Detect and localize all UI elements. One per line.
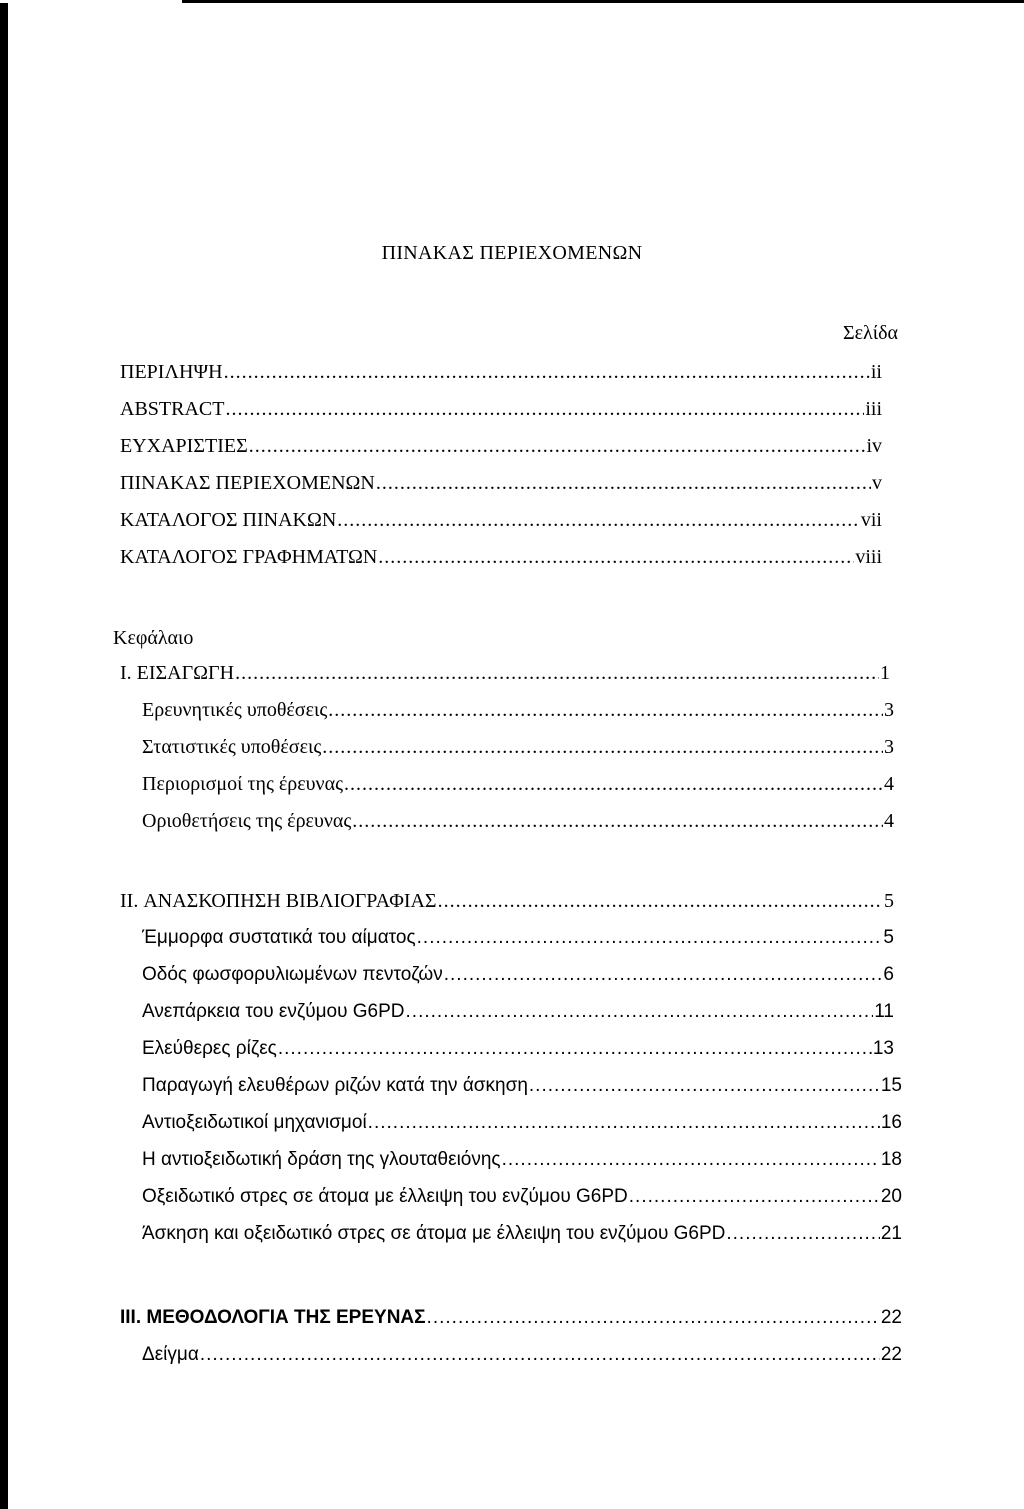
dot-leader xyxy=(406,999,874,1025)
toc-entry-page: 5 xyxy=(883,927,894,948)
toc-entry-page: 18 xyxy=(880,1149,902,1170)
toc-entry-page: 15 xyxy=(880,1075,902,1096)
dot-leader xyxy=(337,507,860,533)
dot-leader xyxy=(344,771,883,797)
toc-entry-ch2-0[interactable] xyxy=(142,925,894,951)
toc-entry-ch1-2[interactable] xyxy=(142,771,894,797)
toc-entry-page: v xyxy=(872,472,882,494)
toc-entry-label: Αντιοξειδωτικοί μηχανισμοί xyxy=(142,1112,367,1133)
toc-entry-ch1-1[interactable] xyxy=(142,734,894,760)
toc-entry-ch2-1[interactable] xyxy=(142,962,894,988)
toc-entry-label: Οξειδωτικό στρες σε άτομα με έλλειψη του ενζύμου G6PD xyxy=(142,1186,628,1207)
toc-entry-label: Ερευνητικές υποθέσεις xyxy=(142,699,328,721)
toc-entry-ch2-7[interactable] xyxy=(142,1184,902,1210)
toc-entry-page: 20 xyxy=(880,1186,902,1207)
toc-entry-ch2-8[interactable] xyxy=(142,1221,902,1247)
toc-entry-page: 5 xyxy=(884,890,894,912)
toc-entry-ch2-2[interactable] xyxy=(142,999,894,1025)
toc-entry-label: Περιορισμοί της έρευνας xyxy=(142,773,343,795)
dot-leader xyxy=(328,697,883,723)
dot-leader xyxy=(368,1110,880,1136)
toc-entry-page: 22 xyxy=(880,1307,902,1328)
toc-entry-label: II. ΑΝΑΣΚΟΠΗΣΗ ΒΙΒΛΙΟΓΡΑΦΙΑΣ xyxy=(120,890,437,912)
dot-leader xyxy=(225,396,864,422)
toc-entry-label: Παραγωγή ελευθέρων ριζών κατά την άσκηση xyxy=(142,1075,528,1096)
toc-entry-page: viii xyxy=(855,546,882,568)
toc-entry-label: ΠΙΝΑΚΑΣ ΠΕΡΙΕΧΟΜΕΝΩΝ xyxy=(120,472,375,494)
toc-chapter-3-heading[interactable] xyxy=(120,1305,902,1331)
toc-entry-label: Ανεπάρκεια του ενζύμου G6PD xyxy=(142,1001,405,1022)
toc-entry-page: 4 xyxy=(884,773,894,795)
toc-entry-page: 13 xyxy=(872,1038,894,1059)
toc-entry-ch2-5[interactable] xyxy=(142,1110,902,1136)
toc-chapter-1-heading[interactable] xyxy=(120,660,890,686)
dot-leader xyxy=(376,470,871,496)
toc-entry-label: Άσκηση και οξειδωτικό στρες σε άτομα με έλλειψη του ενζύμου G6PD xyxy=(142,1223,726,1244)
toc-entry-ch3-0[interactable] xyxy=(142,1342,902,1368)
dot-leader xyxy=(529,1073,880,1099)
toc-entry-front-4[interactable] xyxy=(120,507,882,533)
dot-leader xyxy=(502,1147,880,1173)
dot-leader xyxy=(438,888,883,914)
toc-entry-label: Στατιστικές υποθέσεις xyxy=(142,736,322,758)
toc-entry-ch2-3[interactable] xyxy=(142,1036,894,1062)
toc-entry-page: 22 xyxy=(880,1344,902,1365)
toc-entry-page: 4 xyxy=(884,810,894,832)
toc-entry-label: ΕΥΧΑΡΙΣΤΙΕΣ xyxy=(120,435,248,457)
dot-leader xyxy=(726,1221,880,1247)
toc-entry-front-3[interactable] xyxy=(120,470,882,496)
toc-entry-front-0[interactable] xyxy=(120,359,882,385)
toc-entry-page: 3 xyxy=(884,699,894,721)
dot-leader xyxy=(352,808,883,834)
toc-entry-page: iii xyxy=(865,398,882,420)
toc-entry-page: 16 xyxy=(880,1112,902,1133)
toc-entry-front-2[interactable] xyxy=(120,433,882,459)
toc-entry-label: Ελεύθερες ρίζες xyxy=(142,1038,277,1059)
toc-chapter-2-heading[interactable] xyxy=(120,888,894,914)
dot-leader xyxy=(629,1184,880,1210)
dot-leader xyxy=(249,433,866,459)
dot-leader xyxy=(322,734,883,760)
toc-entry-ch2-4[interactable] xyxy=(142,1073,902,1099)
toc-entry-label: Η αντιοξειδωτική δράση της γλουταθειόνης xyxy=(142,1149,501,1170)
dot-leader xyxy=(200,1342,880,1368)
toc-entry-label: III. ΜΕΘΟΔΟΛΟΓΙΑ ΤΗΣ ΕΡΕΥΝΑΣ xyxy=(120,1307,426,1328)
dot-leader xyxy=(235,660,879,686)
toc-entry-ch2-6[interactable] xyxy=(142,1147,902,1173)
dot-leader xyxy=(417,925,883,951)
dot-leader xyxy=(427,1305,880,1331)
toc-entry-label: ABSTRACT xyxy=(120,398,225,420)
toc-entry-page: ii xyxy=(870,361,882,383)
dot-leader xyxy=(278,1036,872,1062)
toc-entry-label: Οδός φωσφορυλιωμένων πεντοζών xyxy=(142,964,443,985)
toc-entry-label: ΠΕΡΙΛΗΨΗ xyxy=(120,361,223,383)
toc-entry-page: vii xyxy=(860,509,882,531)
toc-entry-page: 21 xyxy=(880,1223,902,1244)
chapter-label: Κεφάλαιο xyxy=(113,627,194,649)
page-title: ΠΙΝΑΚΑΣ ΠΕΡΙΕΧΟΜΕΝΩΝ xyxy=(381,242,643,264)
dot-leader xyxy=(224,359,870,385)
toc-entry-label: Δείγμα xyxy=(142,1344,199,1365)
toc-entry-page: 3 xyxy=(884,736,894,758)
toc-entry-label: Οριοθετήσεις της έρευνας xyxy=(142,810,352,832)
dot-leader xyxy=(444,962,883,988)
toc-entry-front-1[interactable] xyxy=(120,396,882,422)
toc-entry-page: 6 xyxy=(883,964,894,985)
toc-entry-label: I. ΕΙΣΑΓΩΓΗ xyxy=(120,662,235,684)
toc-entry-page: 11 xyxy=(874,1001,894,1022)
toc-entry-ch1-3[interactable] xyxy=(142,808,894,834)
page-column-label: Σελίδα xyxy=(842,322,898,344)
toc-entry-label: ΚΑΤΑΛΟΓΟΣ ΠΙΝΑΚΩΝ xyxy=(120,509,337,531)
toc-entry-label: Έμμορφα συστατικά του αίματος xyxy=(142,927,416,948)
toc-entry-page: 1 xyxy=(880,662,890,684)
toc-entry-label: ΚΑΤΑΛΟΓΟΣ ΓΡΑΦΗΜΑΤΩΝ xyxy=(120,546,378,568)
dot-leader xyxy=(378,544,854,570)
toc-entry-front-5[interactable] xyxy=(120,544,882,570)
toc-entry-ch1-0[interactable] xyxy=(142,697,894,723)
toc-entry-page: iv xyxy=(866,435,882,457)
